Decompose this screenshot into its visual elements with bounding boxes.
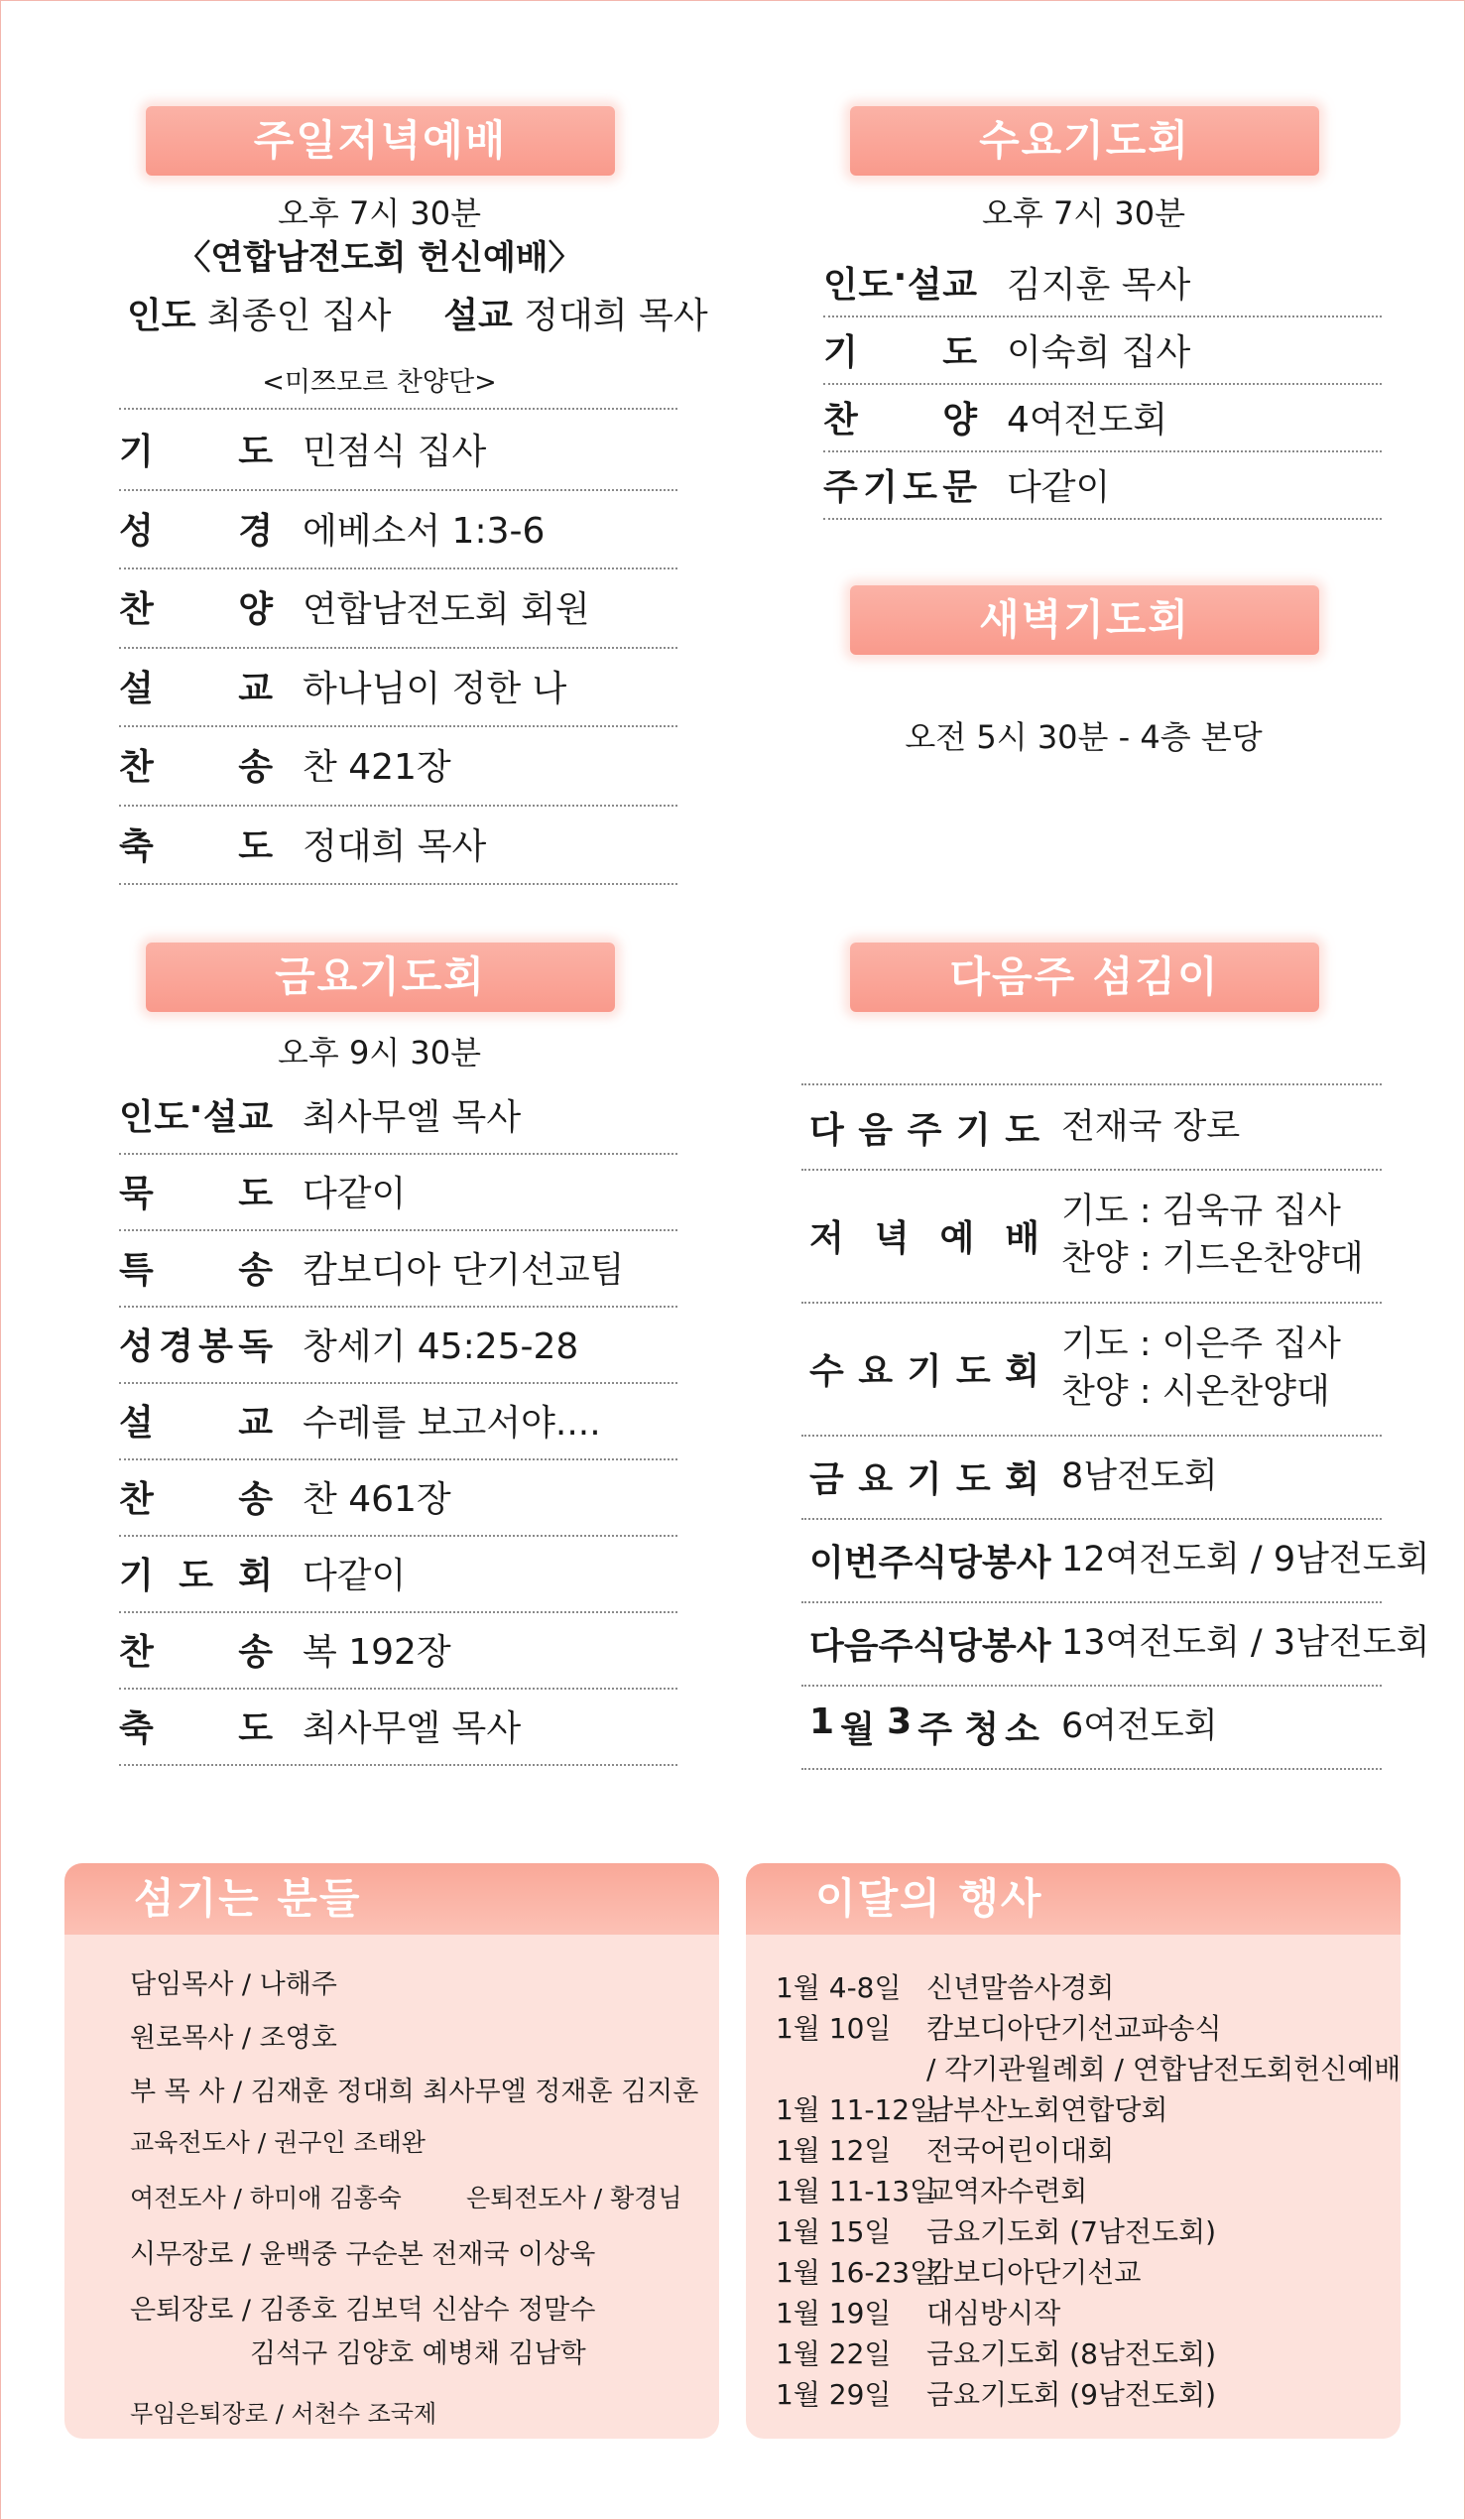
row-value	[1061, 1452, 1218, 1500]
friday-row	[119, 1306, 677, 1384]
event-item	[776, 2292, 1060, 2331]
sunday-evening-banner	[146, 106, 615, 176]
event-desc: 금요기도회 (8남전도회)	[926, 2337, 1216, 2370]
sunday-evening-time: 오후 7시 30분	[277, 194, 482, 232]
wednesday-row	[823, 248, 1382, 317]
next-week-title: 다음주 섬김이	[949, 952, 1220, 1001]
row-label: 다 음 주 기 도	[809, 1109, 1039, 1151]
event-desc: 교역자수련회	[926, 2175, 1088, 2207]
row-value-line: 찬양 : 시온찬양대	[1061, 1372, 1330, 1412]
event-date: 1월 11-13일	[776, 2175, 937, 2207]
row-value: 복 192장	[303, 1632, 451, 1673]
row-label: 수 요 기 도 회	[809, 1350, 1039, 1392]
dawn-banner	[850, 585, 1319, 655]
event-item	[776, 2129, 1114, 2169]
row-label: 축 도	[119, 1708, 273, 1749]
event-date: 1월 11-12일	[776, 2093, 937, 2126]
row-value: 최사무엘 목사	[303, 1708, 522, 1749]
row-value-line: 찬양 : 기드온찬양대	[1061, 1239, 1364, 1279]
row-value-line: 6여전도회	[1061, 1706, 1218, 1746]
friday-banner	[146, 943, 615, 1012]
row-label: 기 도 회	[119, 1556, 273, 1596]
row-value: 4여전도회	[1007, 399, 1168, 441]
row-value: 에베소서 1:3-6	[303, 510, 546, 552]
row-value: 다같이	[303, 1556, 407, 1596]
event-date: 1월 15일	[776, 2215, 892, 2248]
row-value: 하나님이 정한 나	[303, 668, 567, 709]
row-value: 수레를 보고서야....	[303, 1403, 601, 1444]
row-value: 캄보디아 단기선교팀	[303, 1250, 625, 1291]
sunday-evening-row	[119, 489, 677, 570]
wednesday-time: 오후 7시 30분	[981, 194, 1186, 232]
row-value: 찬 461장	[303, 1479, 451, 1520]
row-value: 연합남전도회 회원	[303, 589, 590, 631]
next-week-row	[801, 1601, 1430, 1687]
row-value: 이숙희 집사	[1007, 331, 1191, 373]
sermon-name: 정대희 목사	[524, 296, 708, 336]
row-label: 특 송	[119, 1250, 273, 1291]
row-value: 최사무엘 목사	[303, 1097, 522, 1138]
wednesday-banner	[850, 106, 1319, 176]
event-date: 1월 19일	[776, 2297, 892, 2330]
row-label: 이 번 주 식 당 봉 사	[809, 1542, 1051, 1583]
server-entry: 은퇴전도사 / 황경님	[466, 2184, 682, 2212]
event-item	[776, 2373, 1216, 2413]
event-date: 1월 22일	[776, 2337, 892, 2370]
row-label: 찬 양	[119, 589, 273, 631]
sunday-evening-leaders	[127, 288, 708, 338]
friday-row	[119, 1382, 677, 1460]
event-date: 1월 12일	[776, 2134, 892, 2167]
choir-name: <미쯔모르 찬양단>	[262, 367, 497, 398]
friday-row	[119, 1458, 677, 1537]
server-entry: 담임목사 / 나해주	[130, 1969, 337, 2000]
event-item	[776, 2332, 1216, 2372]
event-date: 1월 16-23일	[776, 2256, 937, 2289]
row-label: 인 도 · 설 교	[823, 256, 977, 306]
server-entry: 시무장로 / 윤백중 구순본 전재국 이상욱	[130, 2239, 596, 2270]
events-panel	[746, 1863, 1401, 2439]
event-date: 1월 10일	[776, 2012, 892, 2045]
next-week-row	[801, 1435, 1382, 1520]
next-week-row	[801, 1518, 1430, 1603]
row-value-line: 8남전도회	[1061, 1456, 1218, 1496]
next-week-row	[801, 1169, 1382, 1304]
row-value-line: 13여전도회 / 3남전도회	[1061, 1623, 1430, 1663]
event-item	[776, 2251, 1141, 2291]
server-entry: 김석구 김양호 예병채 김남학	[250, 2338, 586, 2369]
row-label: 찬 송	[119, 1479, 273, 1520]
friday-row	[119, 1153, 677, 1231]
server-entry: 여전도사 / 하미애 김홍숙	[130, 2184, 402, 2212]
sunday-evening-subtitle: 〈연합남전도회 헌신예배〉	[177, 238, 582, 278]
sunday-evening-row	[119, 410, 677, 491]
servers-title: 섬기는 분들	[64, 1863, 719, 1935]
event-date: 1월 29일	[776, 2378, 892, 2411]
wednesday-row	[823, 450, 1382, 520]
row-label: 설 교	[119, 1403, 273, 1444]
event-item	[776, 2170, 1087, 2209]
row-value-line: 12여전도회 / 9남전도회	[1061, 1540, 1430, 1579]
next-week-row	[801, 1085, 1382, 1171]
wednesday-row	[823, 315, 1382, 385]
friday-row	[119, 1229, 677, 1308]
event-item	[776, 2007, 1222, 2047]
row-value: 다같이	[303, 1174, 407, 1214]
event-desc: 전국어린이대회	[926, 2134, 1115, 2167]
sunday-evening-title: 주일저녁예배	[253, 116, 508, 165]
servers-panel	[64, 1863, 719, 2439]
row-label: 묵 도	[119, 1174, 273, 1214]
leader-label: 인도	[127, 296, 196, 336]
event-item	[776, 2048, 1401, 2087]
wednesday-row	[823, 383, 1382, 452]
row-value-line: 기도 : 김욱규 집사	[1061, 1192, 1341, 1231]
row-value: 정대희 목사	[303, 825, 487, 867]
row-value: 창세기 45:25-28	[303, 1326, 579, 1367]
row-label: 금 요 기 도 회	[809, 1458, 1039, 1500]
wednesday-title: 수요기도회	[979, 116, 1190, 165]
row-value: 김지훈 목사	[1007, 264, 1191, 306]
event-item	[776, 2088, 1167, 2128]
event-desc: 남부산노회연합당회	[926, 2093, 1168, 2126]
event-desc: 캄보디아단기선교	[926, 2256, 1142, 2289]
row-label: 성 경	[119, 510, 273, 552]
row-label: 찬 송	[119, 747, 273, 789]
server-entry: 교육전도사 / 권구인 조태완	[130, 2128, 426, 2157]
row-label: 1 월 3 주 청 소	[809, 1701, 1039, 1750]
row-label: 저 녁 예 배	[809, 1217, 1039, 1259]
event-item	[776, 2210, 1216, 2250]
next-week-row	[801, 1302, 1382, 1437]
dawn-title: 새벽기도회	[979, 595, 1190, 644]
row-label: 찬 송	[119, 1632, 273, 1673]
row-label: 인 도 · 설 교	[119, 1089, 273, 1138]
leader-name: 최종인 집사	[207, 296, 392, 336]
row-value	[1061, 1103, 1240, 1151]
sunday-evening-row	[119, 567, 677, 649]
friday-row	[119, 1076, 677, 1155]
row-value	[1061, 1619, 1429, 1667]
friday-row	[119, 1535, 677, 1613]
row-label: 주 기 도 문	[823, 466, 977, 508]
event-desc: 대심방시작	[926, 2297, 1061, 2330]
friday-row	[119, 1611, 677, 1690]
row-value: 민점식 집사	[303, 432, 487, 473]
dawn-info: 오전 5시 30분 - 4층 본당	[905, 718, 1263, 756]
row-value-line: 전재국 장로	[1061, 1107, 1241, 1147]
sunday-evening-row	[119, 725, 677, 807]
row-label: 성 경 봉 독	[119, 1326, 273, 1367]
row-label: 축 도	[119, 825, 273, 867]
row-value	[1061, 1536, 1429, 1583]
event-desc: / 각기관월례회 / 연합남전도회헌신예배	[926, 2053, 1401, 2085]
row-label: 기 도	[823, 331, 977, 373]
event-item	[776, 1966, 1114, 2006]
sunday-evening-row	[119, 805, 677, 886]
server-entry: 부 목 사 / 김재훈 정대희 최사무엘 정재훈 김지훈	[130, 2077, 699, 2107]
events-title: 이달의 행사	[746, 1863, 1401, 1935]
row-value-line: 기도 : 이은주 집사	[1061, 1324, 1341, 1364]
next-week-row	[801, 1685, 1382, 1770]
row-value: 다같이	[1007, 466, 1111, 508]
row-value	[1061, 1321, 1341, 1416]
row-label: 설 교	[119, 668, 273, 709]
sermon-label: 설교	[443, 296, 513, 336]
server-entry: 무임은퇴장로 / 서천수 조국제	[130, 2400, 437, 2428]
sunday-evening-row	[119, 647, 677, 728]
event-desc: 신년말씀사경회	[926, 1971, 1115, 2004]
event-desc: 금요기도회 (9남전도회)	[926, 2378, 1216, 2411]
row-value	[1061, 1702, 1218, 1750]
event-desc: 금요기도회 (7남전도회)	[926, 2215, 1216, 2248]
friday-time: 오후 9시 30분	[277, 1034, 482, 1071]
next-week-banner	[850, 943, 1319, 1012]
event-date: 1월 4-8일	[776, 1971, 902, 2004]
row-value	[1061, 1188, 1364, 1283]
row-label: 찬 양	[823, 399, 977, 441]
friday-row	[119, 1688, 677, 1766]
row-value: 찬 421장	[303, 747, 451, 789]
row-label: 기 도	[119, 432, 273, 473]
server-entry: 원로목사 / 조영호	[130, 2023, 337, 2054]
event-desc: 캄보디아단기선교파송식	[926, 2012, 1222, 2045]
friday-title: 금요기도회	[275, 952, 486, 1001]
row-label: 다 음 주 식 당 봉 사	[809, 1625, 1051, 1667]
server-entry: 은퇴장로 / 김종호 김보덕 신삼수 정말수	[130, 2295, 596, 2326]
